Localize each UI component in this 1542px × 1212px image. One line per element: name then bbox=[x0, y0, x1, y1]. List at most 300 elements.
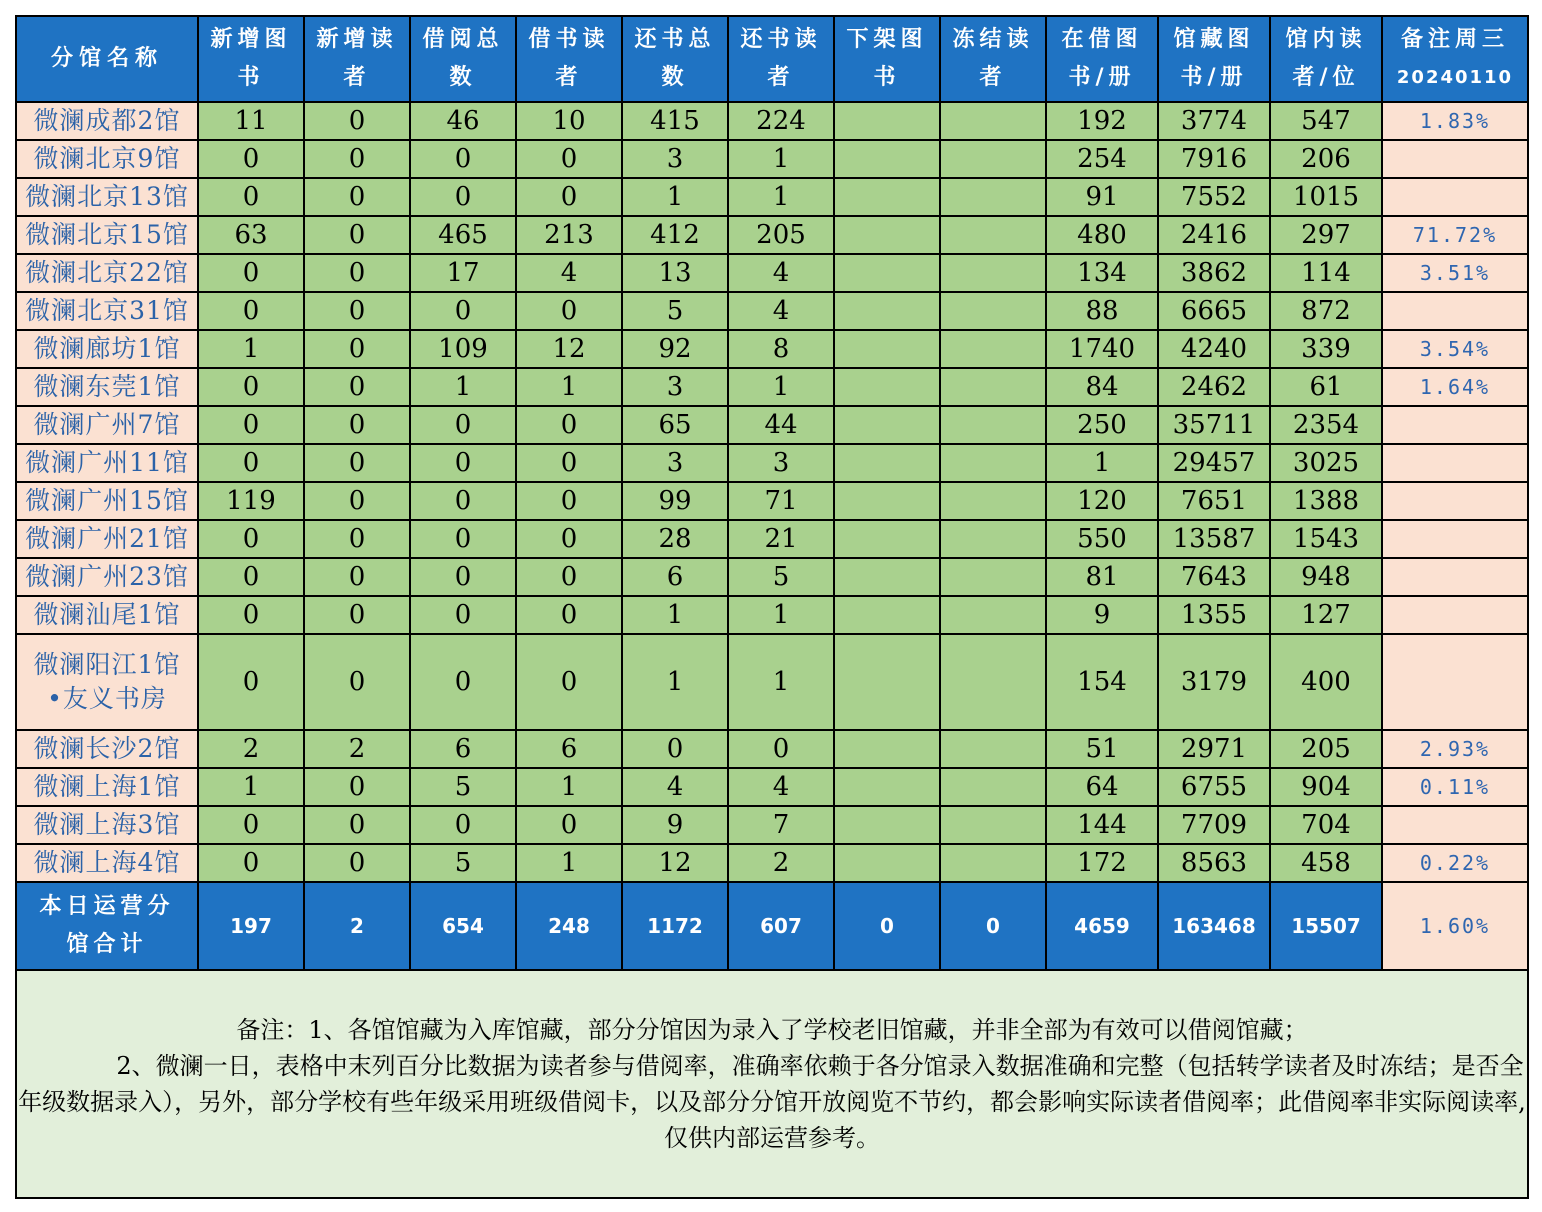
value-cell: 7916 bbox=[1158, 140, 1270, 178]
value-cell: 21 bbox=[728, 520, 834, 558]
value-cell: 6755 bbox=[1158, 768, 1270, 806]
value-cell: 5 bbox=[410, 844, 516, 882]
branch-name: 微澜上海1馆 bbox=[33, 772, 181, 801]
value-cell: 2462 bbox=[1158, 368, 1270, 406]
header-line-2: 数 bbox=[661, 65, 689, 90]
value-cell: 1 bbox=[728, 368, 834, 406]
value-cell: 9 bbox=[1046, 596, 1158, 634]
total-rate-cell: 1.60% bbox=[1382, 882, 1528, 970]
value-cell: 63 bbox=[198, 216, 304, 254]
value-cell: 0 bbox=[304, 558, 410, 596]
value-cell: 206 bbox=[1270, 140, 1382, 178]
value-cell: 0 bbox=[198, 806, 304, 844]
branch-name-cell bbox=[16, 444, 198, 482]
value-cell bbox=[940, 178, 1046, 216]
branch-name: 微澜广州7馆 bbox=[33, 410, 181, 439]
total-value-cell: 248 bbox=[516, 882, 622, 970]
value-cell: 0 bbox=[304, 216, 410, 254]
value-cell: 12 bbox=[622, 844, 728, 882]
value-cell bbox=[940, 102, 1046, 140]
notes-cell bbox=[16, 970, 1528, 1198]
value-cell: 339 bbox=[1270, 330, 1382, 368]
header-line-1: 新增读 bbox=[316, 27, 398, 52]
header-line-1: 新增图 bbox=[210, 27, 292, 52]
total-value-cell: 2 bbox=[304, 882, 410, 970]
borrow-rate-cell bbox=[1382, 520, 1528, 558]
value-cell bbox=[834, 634, 940, 730]
branch-name-cell bbox=[16, 806, 198, 844]
header-cell bbox=[940, 16, 1046, 102]
header-line-2: 20240110 bbox=[1396, 67, 1514, 88]
table-row bbox=[16, 406, 1528, 444]
value-cell: 1015 bbox=[1270, 178, 1382, 216]
header-cell bbox=[516, 16, 622, 102]
borrow-rate-cell: 1.64% bbox=[1382, 368, 1528, 406]
value-cell: 0 bbox=[516, 444, 622, 482]
value-cell: 1 bbox=[410, 368, 516, 406]
value-cell: 91 bbox=[1046, 178, 1158, 216]
table-row bbox=[16, 558, 1528, 596]
value-cell: 5 bbox=[410, 768, 516, 806]
branch-stats-table bbox=[15, 15, 1529, 1199]
value-cell: 154 bbox=[1046, 634, 1158, 730]
value-cell: 0 bbox=[516, 292, 622, 330]
table-row bbox=[16, 844, 1528, 882]
value-cell: 0 bbox=[410, 634, 516, 730]
value-cell: 0 bbox=[198, 520, 304, 558]
value-cell: 7643 bbox=[1158, 558, 1270, 596]
value-cell bbox=[834, 730, 940, 768]
branch-name-line-2: •友义书房 bbox=[47, 684, 167, 713]
value-cell: 5 bbox=[728, 558, 834, 596]
value-cell: 0 bbox=[304, 768, 410, 806]
value-cell: 92 bbox=[622, 330, 728, 368]
value-cell: 7552 bbox=[1158, 178, 1270, 216]
value-cell bbox=[940, 444, 1046, 482]
header-line-2: 者 bbox=[555, 65, 583, 90]
value-cell: 224 bbox=[728, 102, 834, 140]
header-cell bbox=[728, 16, 834, 102]
value-cell bbox=[940, 140, 1046, 178]
value-cell: 8563 bbox=[1158, 844, 1270, 882]
value-cell: 0 bbox=[304, 634, 410, 730]
branch-name-cell bbox=[16, 292, 198, 330]
branch-name: 微澜东莞1馆 bbox=[33, 372, 181, 401]
branch-name-cell bbox=[16, 634, 198, 730]
value-cell: 3179 bbox=[1158, 634, 1270, 730]
header-cell bbox=[198, 16, 304, 102]
table-body bbox=[16, 16, 1528, 1198]
value-cell bbox=[940, 368, 1046, 406]
value-cell: 172 bbox=[1046, 844, 1158, 882]
value-cell: 465 bbox=[410, 216, 516, 254]
value-cell: 904 bbox=[1270, 768, 1382, 806]
branch-name-cell bbox=[16, 254, 198, 292]
value-cell: 550 bbox=[1046, 520, 1158, 558]
value-cell bbox=[940, 520, 1046, 558]
branch-name-cell bbox=[16, 596, 198, 634]
value-cell: 0 bbox=[410, 178, 516, 216]
header-line-1: 馆藏图 bbox=[1173, 27, 1255, 52]
value-cell: 0 bbox=[728, 730, 834, 768]
branch-name: 微澜长沙2馆 bbox=[33, 734, 181, 763]
notes-row bbox=[16, 970, 1528, 1198]
value-cell: 4 bbox=[516, 254, 622, 292]
table-row bbox=[16, 444, 1528, 482]
value-cell: 2 bbox=[728, 844, 834, 882]
branch-name-cell bbox=[16, 482, 198, 520]
borrow-rate-cell bbox=[1382, 634, 1528, 730]
value-cell bbox=[834, 254, 940, 292]
value-cell: 84 bbox=[1046, 368, 1158, 406]
branch-name: 微澜广州21馆 bbox=[25, 524, 189, 553]
value-cell: 0 bbox=[304, 444, 410, 482]
borrow-rate-cell bbox=[1382, 292, 1528, 330]
value-cell: 0 bbox=[198, 178, 304, 216]
value-cell bbox=[940, 730, 1046, 768]
borrow-rate-cell: 3.54% bbox=[1382, 330, 1528, 368]
table-row bbox=[16, 482, 1528, 520]
value-cell: 3862 bbox=[1158, 254, 1270, 292]
borrow-rate-cell: 3.51% bbox=[1382, 254, 1528, 292]
branch-name-cell bbox=[16, 844, 198, 882]
value-cell bbox=[834, 330, 940, 368]
value-cell: 4 bbox=[728, 292, 834, 330]
header-line-2: 书 bbox=[873, 65, 901, 90]
value-cell: 0 bbox=[304, 482, 410, 520]
header-line-2: 数 bbox=[449, 65, 477, 90]
branch-name: 微澜阳江1馆 bbox=[33, 650, 181, 679]
value-cell: 6 bbox=[622, 558, 728, 596]
value-cell: 13587 bbox=[1158, 520, 1270, 558]
value-cell: 0 bbox=[410, 140, 516, 178]
value-cell: 0 bbox=[304, 406, 410, 444]
value-cell bbox=[834, 292, 940, 330]
value-cell: 1388 bbox=[1270, 482, 1382, 520]
branch-name-cell bbox=[16, 768, 198, 806]
total-value-cell: 163468 bbox=[1158, 882, 1270, 970]
header-line-2: 者 bbox=[767, 65, 795, 90]
header-line-2: 书 bbox=[237, 65, 265, 90]
total-value-cell: 654 bbox=[410, 882, 516, 970]
value-cell: 0 bbox=[198, 254, 304, 292]
value-cell: 412 bbox=[622, 216, 728, 254]
value-cell bbox=[940, 292, 1046, 330]
table-row bbox=[16, 292, 1528, 330]
branch-name: 微澜北京31馆 bbox=[25, 296, 189, 325]
table-row bbox=[16, 634, 1528, 730]
value-cell: 0 bbox=[304, 292, 410, 330]
table-row bbox=[16, 140, 1528, 178]
borrow-rate-cell bbox=[1382, 178, 1528, 216]
value-cell bbox=[940, 844, 1046, 882]
value-cell: 114 bbox=[1270, 254, 1382, 292]
value-cell: 1 bbox=[728, 596, 834, 634]
header-cell bbox=[410, 16, 516, 102]
header-line-2: 书/册 bbox=[1180, 65, 1248, 90]
branch-name-cell bbox=[16, 730, 198, 768]
value-cell: 0 bbox=[198, 368, 304, 406]
header-line-1: 冻结读 bbox=[952, 27, 1034, 52]
value-cell: 0 bbox=[198, 634, 304, 730]
value-cell: 2 bbox=[198, 730, 304, 768]
header-note bbox=[1382, 16, 1528, 102]
value-cell: 12 bbox=[516, 330, 622, 368]
table-row bbox=[16, 330, 1528, 368]
value-cell bbox=[834, 768, 940, 806]
header-line-1: 分馆名称 bbox=[50, 46, 163, 71]
total-value-cell: 0 bbox=[834, 882, 940, 970]
branch-name-cell bbox=[16, 558, 198, 596]
value-cell: 1 bbox=[198, 330, 304, 368]
note-line-1: 备注：1、各馆馆藏为入库馆藏，部分分馆因为录入了学校老旧馆藏，并非全部为有效可以借阅馆藏； bbox=[236, 1016, 1308, 1044]
value-cell bbox=[834, 596, 940, 634]
value-cell: 0 bbox=[410, 596, 516, 634]
value-cell: 0 bbox=[304, 330, 410, 368]
value-cell: 1 bbox=[198, 768, 304, 806]
value-cell: 6 bbox=[516, 730, 622, 768]
value-cell: 0 bbox=[304, 368, 410, 406]
value-cell: 17 bbox=[410, 254, 516, 292]
value-cell: 99 bbox=[622, 482, 728, 520]
total-label-line-1: 本日运营分 bbox=[39, 894, 175, 919]
value-cell: 0 bbox=[516, 520, 622, 558]
value-cell: 250 bbox=[1046, 406, 1158, 444]
table-row bbox=[16, 178, 1528, 216]
header-row bbox=[16, 16, 1528, 102]
value-cell: 44 bbox=[728, 406, 834, 444]
value-cell: 1 bbox=[622, 178, 728, 216]
header-cell bbox=[1046, 16, 1158, 102]
header-line-1: 还书读 bbox=[740, 27, 822, 52]
value-cell: 480 bbox=[1046, 216, 1158, 254]
value-cell: 64 bbox=[1046, 768, 1158, 806]
value-cell: 0 bbox=[198, 444, 304, 482]
value-cell bbox=[834, 102, 940, 140]
note-line-2: 2、微澜一日，表格中末列百分比数据为读者参与借阅率，准确率依赖于各分馆录入数据准确和完整（包括转学读者及时冻结；是否全年级数据录入），另外，部分学校有些年级采用班级借阅卡，以及部分分馆开放阅览不节约，都会影响实际读者借阅率；此借阅率非实际阅读率,仅供内部运营参考。 bbox=[18, 1052, 1526, 1152]
value-cell: 88 bbox=[1046, 292, 1158, 330]
value-cell: 213 bbox=[516, 216, 622, 254]
borrow-rate-cell bbox=[1382, 806, 1528, 844]
table-row bbox=[16, 368, 1528, 406]
value-cell: 4 bbox=[728, 254, 834, 292]
value-cell: 2971 bbox=[1158, 730, 1270, 768]
value-cell: 0 bbox=[304, 520, 410, 558]
value-cell: 51 bbox=[1046, 730, 1158, 768]
header-line-2: 书/册 bbox=[1068, 65, 1136, 90]
borrow-rate-cell bbox=[1382, 596, 1528, 634]
branch-name-cell bbox=[16, 178, 198, 216]
value-cell: 29457 bbox=[1158, 444, 1270, 482]
value-cell: 0 bbox=[304, 178, 410, 216]
borrow-rate-cell bbox=[1382, 406, 1528, 444]
value-cell: 3025 bbox=[1270, 444, 1382, 482]
total-label-cell bbox=[16, 882, 198, 970]
borrow-rate-cell: 0.11% bbox=[1382, 768, 1528, 806]
branch-name: 微澜北京13馆 bbox=[25, 182, 189, 211]
branch-name: 微澜广州15馆 bbox=[25, 486, 189, 515]
value-cell: 3774 bbox=[1158, 102, 1270, 140]
table-row bbox=[16, 254, 1528, 292]
header-line-2: 者 bbox=[343, 65, 371, 90]
value-cell: 1 bbox=[728, 140, 834, 178]
value-cell: 0 bbox=[304, 140, 410, 178]
total-value-cell: 197 bbox=[198, 882, 304, 970]
value-cell: 0 bbox=[516, 558, 622, 596]
value-cell: 61 bbox=[1270, 368, 1382, 406]
value-cell: 948 bbox=[1270, 558, 1382, 596]
value-cell: 65 bbox=[622, 406, 728, 444]
value-cell: 120 bbox=[1046, 482, 1158, 520]
value-cell: 205 bbox=[1270, 730, 1382, 768]
value-cell: 3 bbox=[728, 444, 834, 482]
value-cell: 0 bbox=[516, 634, 622, 730]
value-cell: 6 bbox=[410, 730, 516, 768]
value-cell bbox=[940, 406, 1046, 444]
value-cell: 0 bbox=[622, 730, 728, 768]
value-cell bbox=[834, 368, 940, 406]
value-cell: 254 bbox=[1046, 140, 1158, 178]
value-cell bbox=[940, 216, 1046, 254]
value-cell: 6665 bbox=[1158, 292, 1270, 330]
value-cell: 0 bbox=[410, 482, 516, 520]
value-cell bbox=[940, 806, 1046, 844]
branch-name: 微澜上海3馆 bbox=[33, 810, 181, 839]
value-cell bbox=[834, 216, 940, 254]
value-cell: 109 bbox=[410, 330, 516, 368]
value-cell: 11 bbox=[198, 102, 304, 140]
value-cell bbox=[834, 482, 940, 520]
table-row bbox=[16, 596, 1528, 634]
header-line-1: 还书总 bbox=[634, 27, 716, 52]
borrow-rate-cell bbox=[1382, 482, 1528, 520]
value-cell bbox=[834, 178, 940, 216]
value-cell: 0 bbox=[304, 596, 410, 634]
value-cell: 0 bbox=[304, 806, 410, 844]
header-cell bbox=[1158, 16, 1270, 102]
value-cell: 5 bbox=[622, 292, 728, 330]
value-cell bbox=[940, 634, 1046, 730]
value-cell: 0 bbox=[198, 140, 304, 178]
header-cell bbox=[1270, 16, 1382, 102]
branch-name-cell bbox=[16, 216, 198, 254]
header-line-2: 者 bbox=[979, 65, 1007, 90]
branch-name-cell bbox=[16, 406, 198, 444]
value-cell: 0 bbox=[516, 178, 622, 216]
value-cell: 297 bbox=[1270, 216, 1382, 254]
value-cell bbox=[940, 254, 1046, 292]
header-branch-name bbox=[16, 16, 198, 102]
table-row bbox=[16, 102, 1528, 140]
value-cell: 0 bbox=[304, 844, 410, 882]
value-cell: 704 bbox=[1270, 806, 1382, 844]
value-cell: 13 bbox=[622, 254, 728, 292]
value-cell: 1 bbox=[728, 634, 834, 730]
header-cell bbox=[622, 16, 728, 102]
borrow-rate-cell bbox=[1382, 558, 1528, 596]
value-cell bbox=[940, 482, 1046, 520]
branch-name: 微澜上海4馆 bbox=[33, 848, 181, 877]
value-cell bbox=[940, 330, 1046, 368]
branch-name: 微澜北京22馆 bbox=[25, 258, 189, 287]
borrow-rate-cell bbox=[1382, 444, 1528, 482]
total-value-cell: 4659 bbox=[1046, 882, 1158, 970]
header-cell bbox=[834, 16, 940, 102]
value-cell: 3 bbox=[622, 368, 728, 406]
value-cell: 81 bbox=[1046, 558, 1158, 596]
header-line-1: 借阅总 bbox=[422, 27, 504, 52]
value-cell: 0 bbox=[410, 520, 516, 558]
value-cell: 0 bbox=[516, 482, 622, 520]
value-cell: 71 bbox=[728, 482, 834, 520]
value-cell: 547 bbox=[1270, 102, 1382, 140]
value-cell: 1 bbox=[516, 768, 622, 806]
value-cell bbox=[940, 596, 1046, 634]
branch-name: 微澜广州11馆 bbox=[25, 448, 189, 477]
value-cell bbox=[834, 444, 940, 482]
value-cell: 0 bbox=[198, 844, 304, 882]
value-cell: 3 bbox=[622, 444, 728, 482]
value-cell: 0 bbox=[198, 406, 304, 444]
header-line-1: 在借图 bbox=[1061, 27, 1143, 52]
value-cell bbox=[834, 558, 940, 596]
borrow-rate-cell: 71.72% bbox=[1382, 216, 1528, 254]
value-cell: 7709 bbox=[1158, 806, 1270, 844]
value-cell: 4240 bbox=[1158, 330, 1270, 368]
value-cell bbox=[940, 768, 1046, 806]
value-cell: 1740 bbox=[1046, 330, 1158, 368]
value-cell: 0 bbox=[198, 292, 304, 330]
value-cell: 1 bbox=[516, 368, 622, 406]
branch-name: 微澜汕尾1馆 bbox=[33, 600, 181, 629]
value-cell: 144 bbox=[1046, 806, 1158, 844]
value-cell: 0 bbox=[410, 444, 516, 482]
value-cell: 205 bbox=[728, 216, 834, 254]
value-cell: 0 bbox=[516, 406, 622, 444]
value-cell: 1 bbox=[622, 634, 728, 730]
value-cell: 0 bbox=[410, 292, 516, 330]
value-cell: 1355 bbox=[1158, 596, 1270, 634]
value-cell bbox=[940, 558, 1046, 596]
branch-name: 微澜廊坊1馆 bbox=[33, 334, 181, 363]
borrow-rate-cell bbox=[1382, 140, 1528, 178]
value-cell: 1 bbox=[622, 596, 728, 634]
value-cell: 0 bbox=[198, 558, 304, 596]
value-cell: 134 bbox=[1046, 254, 1158, 292]
value-cell: 0 bbox=[410, 558, 516, 596]
value-cell: 28 bbox=[622, 520, 728, 558]
branch-name: 微澜广州23馆 bbox=[25, 562, 189, 591]
header-line-1: 下架图 bbox=[846, 27, 928, 52]
value-cell: 872 bbox=[1270, 292, 1382, 330]
value-cell: 2354 bbox=[1270, 406, 1382, 444]
branch-name-cell bbox=[16, 368, 198, 406]
total-value-cell: 1172 bbox=[622, 882, 728, 970]
value-cell: 0 bbox=[410, 806, 516, 844]
value-cell bbox=[834, 806, 940, 844]
header-line-1: 馆内读 bbox=[1285, 27, 1367, 52]
value-cell: 7651 bbox=[1158, 482, 1270, 520]
value-cell: 1 bbox=[728, 178, 834, 216]
total-row bbox=[16, 882, 1528, 970]
value-cell: 127 bbox=[1270, 596, 1382, 634]
total-label-line-2: 馆合计 bbox=[66, 932, 148, 957]
value-cell: 10 bbox=[516, 102, 622, 140]
value-cell: 0 bbox=[516, 596, 622, 634]
value-cell: 0 bbox=[304, 102, 410, 140]
value-cell: 192 bbox=[1046, 102, 1158, 140]
value-cell: 3 bbox=[622, 140, 728, 178]
